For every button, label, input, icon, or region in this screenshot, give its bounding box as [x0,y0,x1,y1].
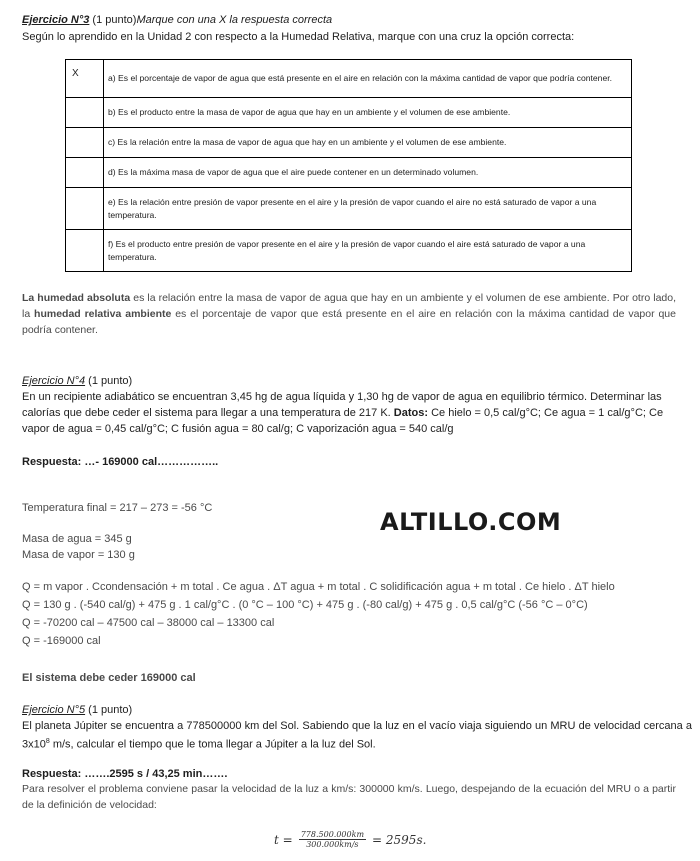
ex4-stmt2: Ce hielo = 0,5 cal/g°C; Ce agua = 1 cal/g°C; Ce vapor de agua = 0,45 cal/g°C; C fusión agua = 80 cal/g; C vaporización agua = 540 cal/g [22,407,664,435]
ex4-answer-value: …- 169000 cal…………….. [81,456,219,468]
ex3-expl-text1: es la relación entre la masa de vapor de agua que hay en un ambiente y el volumen de ese ambiente. Por otro lado, la [22,292,677,320]
option-row[interactable] [66,188,632,230]
ex3-explanation [22,290,676,338]
ex5-formula [274,830,426,849]
ex4-points: (1 punto) [85,375,133,387]
ex4-temp-final: Temperatura final = 217 – 273 = -56 °C [22,502,213,514]
ex4-stmt1: En un recipiente adiabático se encuentran 3,45 hg de agua líquida y 1,30 hg de vapor de agua en equilibrio térmico. Determinar las calorías que debe ceder el sistema para llegar a una temperatura de 217 K. [22,391,662,419]
ex5-statement [22,718,692,753]
option-row[interactable] [66,60,632,98]
option-row[interactable] [66,230,632,272]
formula-fraction [299,830,366,849]
ex3-expl-text2: es el porcentaje de vapor que está presente en el aire en relación con la máxima cantidad de vapor que podría contener. [22,308,676,336]
ex5-answer [22,766,227,782]
ex4-answer-label: Respuesta: [22,456,82,468]
ex3-heading [22,12,332,28]
option-mark[interactable] [66,158,104,188]
option-row[interactable] [66,128,632,158]
ex5-explanation: Para resolver el problema conviene pasar la velocidad de la luz a km/s: 300000 km/s. Luego, despejando de la ecuación del MRU o a partir de la definición de velocidad: [22,783,676,811]
ex5-stmt-a: El planeta Júpiter se encuentra a 778500000 km del Sol. Sabiendo que la luz en el vacío viaja siguiendo un MRU de velocidad cercana a 3x10 [22,720,692,751]
term-humedad-relativa: humedad relativa ambiente [34,308,172,320]
ex5-answer-value: …….2595 s / 43,25 min……. [81,768,228,780]
option-text: a) Es el porcentaje de vapor de agua que está presente en el aire en relación con la máxima cantidad de vapor que podría contener. [104,60,632,98]
ex4-heading [22,373,132,389]
ex3-instruction: Marque con una X la respuesta correcta [136,14,333,26]
ex5-answer-label: Respuesta: [22,768,82,780]
option-row[interactable] [66,98,632,128]
ex4-masa-agua: Masa de agua = 345 g [22,533,132,545]
formula-denominator: 300.000km/s [306,840,359,849]
option-text: c) Es la relación entre la masa de vapor de agua que hay en un ambiente y el volumen de ese ambiente. [104,128,632,158]
term-humedad-absoluta: La humedad absoluta [22,292,131,304]
ex4-conclusion: El sistema debe ceder 169000 cal [22,672,196,684]
ex4-eq4: Q = -169000 cal [22,635,101,647]
ex4-answer [22,454,218,470]
ex4-eq3: Q = -70200 cal – 47500 cal – 38000 cal – 13300 cal [22,617,275,629]
option-mark[interactable]: X [66,60,104,98]
option-row[interactable] [66,158,632,188]
option-mark[interactable] [66,98,104,128]
option-mark[interactable] [66,230,104,272]
formula-lhs: t = [274,832,293,847]
ex4-statement [22,389,676,437]
ex5-stmt-b: m/s, calcular el tiempo que le toma llegar a Júpiter a la luz del Sol. [49,738,376,751]
option-text: b) Es el producto entre la masa de vapor de agua que hay en un ambiente y el volumen de ese ambiente. [104,98,632,128]
ex3-title: Ejercicio N°3 [22,14,90,26]
option-text: d) Es la máxima masa de vapor de agua que el aire puede contener en un determinado volumen. [104,158,632,188]
ex3-options-table [65,59,632,272]
option-mark[interactable] [66,188,104,230]
ex4-masa-vapor: Masa de vapor = 130 g [22,549,135,561]
ex3-points: (1 punto) [89,14,137,26]
ex5-heading [22,702,132,718]
ex5-title: Ejercicio N°5 [22,704,86,716]
ex4-eq2: Q = 130 g . (-540 cal/g) + 475 g . 1 cal/g°C . (0 °C – 100 °C) + 475 g . (-80 cal/g) + 475 g . 0,5 cal/g°C (-56 °C – 0°C) [22,599,588,611]
ex5-exponent: 8 [45,738,50,745]
ex4-datos-label: Datos: [393,407,429,419]
ex4-title: Ejercicio N°4 [22,375,86,387]
option-mark[interactable] [66,128,104,158]
option-text: f) Es el producto entre presión de vapor presente en el aire y la presión de vapor cuando el aire está saturado de vapor a una temperatura. [104,230,632,272]
ex4-eq1: Q = m vapor . Ccondensación + m total . Ce agua . ΔT agua + m total . C solidificación agua + m total . Ce hielo . ΔT hielo [22,581,615,593]
formula-rhs: = 2595s. [372,832,427,847]
ex3-intro: Según lo aprendido en la Unidad 2 con respecto a la Humedad Relativa, marque con una cruz la opción correcta: [22,31,575,43]
formula-numerator: 778.500.000km [300,830,365,839]
altillo-watermark: ALTILLO.COM [380,508,562,536]
option-text: e) Es la relación entre presión de vapor presente en el aire y la presión de vapor cuando el aire no está saturado de vapor a una temperatura. [104,188,632,230]
ex5-points: (1 punto) [85,704,133,716]
